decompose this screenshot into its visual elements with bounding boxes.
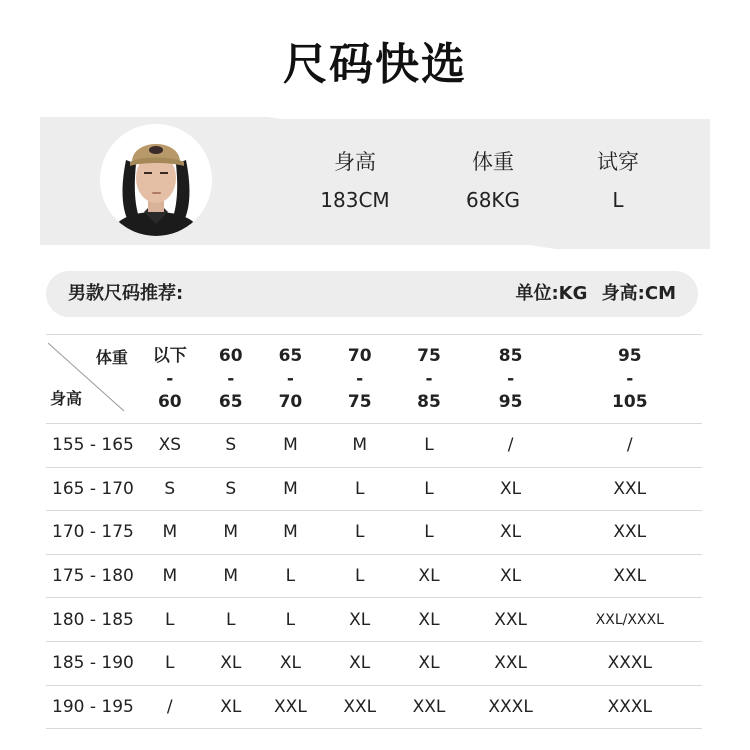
model-height-label: 身高: [334, 150, 376, 174]
size-cell: S: [206, 467, 256, 511]
corner-height-label: 身高: [50, 389, 83, 408]
weight-range-dash: -: [166, 368, 174, 389]
weight-range-bottom: 75: [347, 391, 372, 412]
size-cell: XL: [325, 641, 394, 685]
weight-range-dash: -: [507, 368, 515, 389]
size-cell: M: [134, 511, 206, 555]
table-row: [46, 685, 702, 729]
weight-range-header: [134, 335, 206, 424]
model-height-value: 183CM: [320, 188, 390, 212]
weight-range-header: [325, 335, 394, 424]
model-fit-label: 试穿: [597, 150, 639, 174]
weight-range-header: [256, 335, 325, 424]
size-cell: /: [134, 685, 206, 729]
size-cell: XXXL: [464, 685, 558, 729]
weight-range-top: 75: [417, 345, 441, 366]
table-row: [46, 467, 702, 511]
size-cell: XL: [256, 641, 325, 685]
size-cell: XXXL: [558, 641, 702, 685]
recommendation-bar: [46, 271, 698, 317]
size-cell: XL: [464, 554, 558, 598]
size-cell: M: [206, 554, 256, 598]
table-header-row: [46, 335, 702, 424]
size-cell: L: [134, 598, 206, 642]
weight-range-bottom: 105: [612, 391, 648, 412]
size-cell: XXXL: [558, 685, 702, 729]
table-row: [46, 641, 702, 685]
weight-range-bottom: 85: [417, 391, 441, 412]
model-weight-value: 68KG: [465, 188, 521, 212]
height-range: 155 - 165: [46, 424, 134, 468]
weight-range-dash: -: [356, 368, 364, 389]
size-cell: L: [206, 598, 256, 642]
size-cell: XXL: [464, 641, 558, 685]
size-cell: L: [256, 598, 325, 642]
size-cell: M: [325, 424, 394, 468]
weight-range-top: 85: [498, 345, 523, 366]
weight-range-top: 70: [347, 345, 372, 366]
size-cell: XXL: [558, 467, 702, 511]
model-weight-label: 体重: [472, 150, 514, 174]
size-cell: L: [325, 467, 394, 511]
weight-range-top: 60: [218, 345, 243, 366]
size-chart-table: [46, 334, 702, 729]
weight-range-header: [394, 335, 463, 424]
size-cell: L: [134, 641, 206, 685]
weight-range-top: 95: [617, 345, 642, 366]
size-cell: L: [394, 511, 463, 555]
table-row: [46, 511, 702, 555]
weight-range-dash: -: [286, 368, 294, 389]
size-cell: XXL/XXXL: [558, 598, 702, 642]
weight-range-top: 65: [278, 345, 303, 366]
size-cell: XL: [464, 511, 558, 555]
size-cell: L: [394, 467, 463, 511]
weight-range-dash: -: [425, 368, 433, 389]
size-cell: L: [394, 424, 463, 468]
height-range: 180 - 185: [46, 598, 134, 642]
weight-range-bottom: 65: [218, 391, 243, 412]
size-cell: XL: [394, 554, 463, 598]
weight-range-bottom: 60: [157, 391, 182, 412]
weight-range-dash: -: [227, 368, 235, 389]
size-cell: XL: [394, 641, 463, 685]
size-cell: S: [134, 467, 206, 511]
table-row: [46, 424, 702, 468]
weight-range-top: 以下: [152, 345, 187, 366]
size-cell: XXL: [394, 685, 463, 729]
size-cell: XL: [394, 598, 463, 642]
weight-range-header: [558, 335, 702, 424]
size-cell: XL: [206, 641, 256, 685]
model-weight: [423, 146, 563, 212]
size-cell: XXL: [325, 685, 394, 729]
size-cell: XXL: [256, 685, 325, 729]
weight-range-bottom: 95: [498, 391, 523, 412]
weight-range-header: [464, 335, 558, 424]
recommendation-title: 男款尺码推荐:: [68, 283, 184, 304]
height-range: 185 - 190: [46, 641, 134, 685]
corner-weight-label: 体重: [95, 348, 128, 367]
size-cell: XXL: [558, 554, 702, 598]
size-cell: M: [256, 467, 325, 511]
size-cell: M: [206, 511, 256, 555]
model-fit: [548, 146, 688, 212]
size-cell: XXL: [558, 511, 702, 555]
size-cell: L: [325, 511, 394, 555]
corner-cell: [46, 335, 134, 424]
size-cell: XS: [134, 424, 206, 468]
size-cell: S: [206, 424, 256, 468]
height-range: 190 - 195: [46, 685, 134, 729]
size-cell: XXL: [464, 598, 558, 642]
size-cell: XL: [206, 685, 256, 729]
size-cell: M: [256, 424, 325, 468]
table-row: [46, 554, 702, 598]
height-range: 165 - 170: [46, 467, 134, 511]
size-cell: L: [256, 554, 325, 598]
unit-note: 单位:KG 身高:CM: [515, 283, 676, 304]
size-cell: /: [558, 424, 702, 468]
model-height: [285, 146, 425, 212]
page-title: 尺码快选: [283, 39, 467, 90]
size-cell: M: [134, 554, 206, 598]
size-cell: L: [325, 554, 394, 598]
height-range: 175 - 180: [46, 554, 134, 598]
weight-range-bottom: 70: [278, 391, 303, 412]
size-cell: M: [256, 511, 325, 555]
height-range: 170 - 175: [46, 511, 134, 555]
size-cell: XL: [464, 467, 558, 511]
size-cell: /: [464, 424, 558, 468]
model-avatar: [100, 120, 212, 240]
table-row: [46, 598, 702, 642]
weight-range-header: [206, 335, 256, 424]
model-fit-value: L: [612, 188, 624, 212]
weight-range-dash: -: [626, 368, 634, 389]
size-cell: XL: [325, 598, 394, 642]
